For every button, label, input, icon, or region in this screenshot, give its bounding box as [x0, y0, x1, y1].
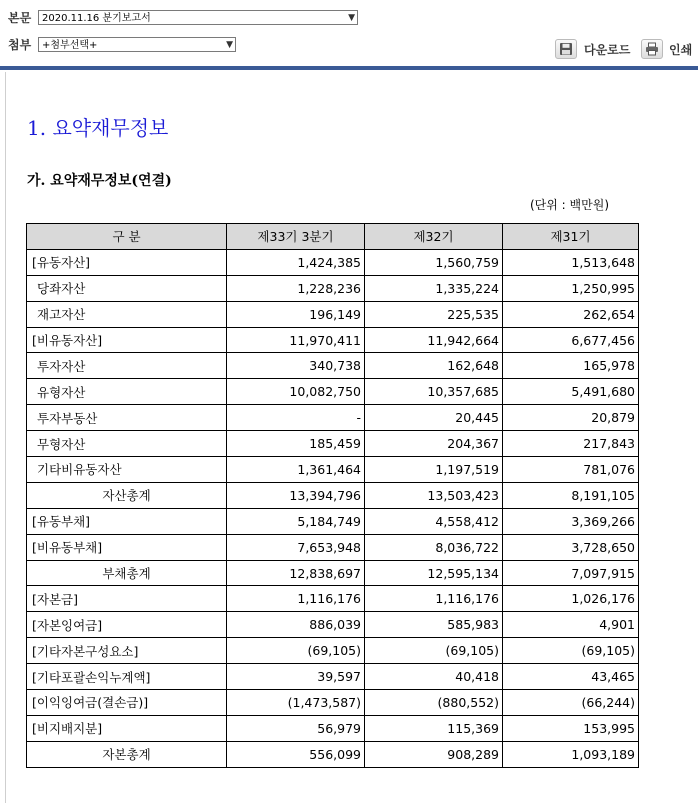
section-title: 가. 요약재무정보(연결) — [27, 173, 172, 189]
page-title: 1. 요약재무정보 — [27, 116, 169, 140]
cell-value: 886,039 — [227, 612, 365, 638]
row-label: 부채총계 — [27, 560, 227, 586]
cell-value: 908,289 — [365, 741, 503, 767]
table-row — [27, 301, 639, 327]
cell-value: 262,654 — [503, 301, 639, 327]
cell-value: 56,979 — [227, 715, 365, 741]
cell-value: 1,335,224 — [365, 275, 503, 301]
row-label: 자본총계 — [27, 741, 227, 767]
cell-value: 781,076 — [503, 457, 639, 483]
cell-value: 1,513,648 — [503, 249, 639, 275]
document-content — [5, 72, 698, 803]
cell-value: 1,228,236 — [227, 275, 365, 301]
row-label: [비유동자산] — [27, 327, 227, 353]
cell-value: 13,394,796 — [227, 482, 365, 508]
attach-label: 첨부 — [8, 38, 32, 52]
cell-value: 1,197,519 — [365, 457, 503, 483]
unit-note: (단위 : 백만원) — [530, 198, 609, 212]
cell-value: 196,149 — [227, 301, 365, 327]
chevron-down-icon: ▼ — [226, 40, 233, 50]
cell-value: 1,026,176 — [503, 586, 639, 612]
body-document-select[interactable] — [38, 10, 358, 25]
cell-value: 13,503,423 — [365, 482, 503, 508]
cell-value: 20,445 — [365, 405, 503, 431]
cell-value: 4,558,412 — [365, 508, 503, 534]
column-header: 제31기 — [503, 224, 639, 250]
header-divider — [0, 66, 698, 70]
viewer-toolbar — [0, 0, 698, 66]
cell-value: 39,597 — [227, 664, 365, 690]
row-label: [유동자산] — [27, 249, 227, 275]
cell-value: 162,648 — [365, 353, 503, 379]
row-label: [이익잉여금(결손금)] — [27, 690, 227, 716]
cell-value: 225,535 — [365, 301, 503, 327]
table-header-row — [27, 224, 639, 250]
cell-value: (1,473,587) — [227, 690, 365, 716]
table-row — [27, 249, 639, 275]
cell-value: 12,838,697 — [227, 560, 365, 586]
row-label: 당좌자산 — [27, 275, 227, 301]
row-label: 자산총계 — [27, 482, 227, 508]
cell-value: 10,082,750 — [227, 379, 365, 405]
cell-value: (66,244) — [503, 690, 639, 716]
download-label: 다운로드 — [584, 42, 631, 57]
row-label: 유형자산 — [27, 379, 227, 405]
row-label: 기타비유동자산 — [27, 457, 227, 483]
row-label: [비지배지분] — [27, 715, 227, 741]
column-header: 제33기 3분기 — [227, 224, 365, 250]
cell-value: 165,978 — [503, 353, 639, 379]
row-label: [자본금] — [27, 586, 227, 612]
cell-value: 1,424,385 — [227, 249, 365, 275]
cell-value: 40,418 — [365, 664, 503, 690]
cell-value: (69,105) — [365, 638, 503, 664]
cell-value: 12,595,134 — [365, 560, 503, 586]
row-label: [기타포괄손익누계액] — [27, 664, 227, 690]
row-label: 재고자산 — [27, 301, 227, 327]
floppy-disk-icon — [555, 39, 577, 59]
download-button[interactable] — [555, 38, 630, 60]
cell-value: 7,097,915 — [503, 560, 639, 586]
row-label: 투자부동산 — [27, 405, 227, 431]
printer-icon — [641, 39, 663, 59]
cell-value: 8,191,105 — [503, 482, 639, 508]
cell-value: 11,942,664 — [365, 327, 503, 353]
table-row — [27, 275, 639, 301]
cell-value: 340,738 — [227, 353, 365, 379]
table-row — [27, 741, 639, 767]
cell-value: 556,099 — [227, 741, 365, 767]
cell-value: 3,728,650 — [503, 534, 639, 560]
cell-value: 10,357,685 — [365, 379, 503, 405]
cell-value: 7,653,948 — [227, 534, 365, 560]
table-row — [27, 431, 639, 457]
print-button[interactable] — [641, 38, 692, 60]
table-row — [27, 638, 639, 664]
table-row — [27, 534, 639, 560]
table-row — [27, 327, 639, 353]
cell-value: 153,995 — [503, 715, 639, 741]
cell-value: 1,093,189 — [503, 741, 639, 767]
row-label: [기타자본구성요소] — [27, 638, 227, 664]
cell-value: 1,116,176 — [227, 586, 365, 612]
financial-summary-table — [26, 223, 639, 768]
cell-value: 20,879 — [503, 405, 639, 431]
table-row — [27, 612, 639, 638]
attachment-select[interactable] — [38, 37, 236, 52]
table-row — [27, 560, 639, 586]
cell-value: (880,552) — [365, 690, 503, 716]
cell-value: 1,560,759 — [365, 249, 503, 275]
cell-value: 585,983 — [365, 612, 503, 638]
cell-value: 8,036,722 — [365, 534, 503, 560]
table-row — [27, 482, 639, 508]
column-header: 제32기 — [365, 224, 503, 250]
cell-value: (69,105) — [503, 638, 639, 664]
cell-value: 1,361,464 — [227, 457, 365, 483]
column-header: 구 분 — [27, 224, 227, 250]
table-row — [27, 353, 639, 379]
table-row — [27, 508, 639, 534]
row-label: 무형자산 — [27, 431, 227, 457]
table-row — [27, 457, 639, 483]
chevron-down-icon: ▼ — [348, 13, 355, 23]
table-row — [27, 715, 639, 741]
row-label: [비유동부채] — [27, 534, 227, 560]
print-label: 인쇄 — [669, 42, 693, 57]
table-row — [27, 379, 639, 405]
row-label: [자본잉여금] — [27, 612, 227, 638]
table-row — [27, 690, 639, 716]
cell-value: 5,184,749 — [227, 508, 365, 534]
cell-value: - — [227, 405, 365, 431]
cell-value: 1,116,176 — [365, 586, 503, 612]
cell-value: 115,369 — [365, 715, 503, 741]
cell-value: 43,465 — [503, 664, 639, 690]
body-label: 본문 — [8, 11, 32, 25]
cell-value: 1,250,995 — [503, 275, 639, 301]
row-label: [유동부채] — [27, 508, 227, 534]
table-row — [27, 586, 639, 612]
cell-value: 11,970,411 — [227, 327, 365, 353]
cell-value: 6,677,456 — [503, 327, 639, 353]
row-label: 투자자산 — [27, 353, 227, 379]
cell-value: 185,459 — [227, 431, 365, 457]
body-document-select-value: 2020.11.16 분기보고서 — [42, 13, 151, 24]
attachment-select-value: +첨부선택+ — [42, 40, 98, 51]
cell-value: (69,105) — [227, 638, 365, 664]
cell-value: 204,367 — [365, 431, 503, 457]
table-row — [27, 664, 639, 690]
cell-value: 217,843 — [503, 431, 639, 457]
cell-value: 3,369,266 — [503, 508, 639, 534]
cell-value: 5,491,680 — [503, 379, 639, 405]
table-row — [27, 405, 639, 431]
cell-value: 4,901 — [503, 612, 639, 638]
